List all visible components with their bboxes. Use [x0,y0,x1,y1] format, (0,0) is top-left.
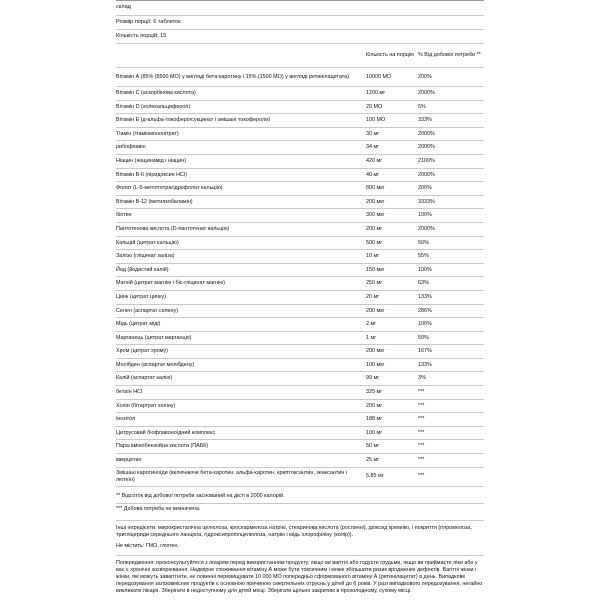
nutrient-amount: 800 мкг [366,185,385,192]
nutrient-name: Фолат (L-5-метілтетрагідрофолат кальцію) [116,185,223,192]
nutrient-dv: 133% [418,293,432,300]
table-row [116,318,484,332]
nutrient-name: Вітамін В-12 (метилкобаламін) [116,198,193,205]
table-row [116,155,484,169]
table-row [116,427,484,441]
table-row [116,359,484,373]
nutrient-dv: 100% [418,266,432,273]
nutrient-amount: 2 мг [366,321,377,328]
serving-size: Розмір порції: 6 таблеток [116,19,181,25]
nutrient-name: Вітамін В-6 (піридоксин HCl) [116,171,187,178]
top-divider [116,0,484,1]
nutrient-dv: 286% [418,307,432,314]
nutrient-dv: *** [418,389,425,396]
table-row [116,372,484,386]
nutrient-amount: 325 мг [366,389,383,396]
nutrient-dv: *** [418,443,425,450]
table-row [116,169,484,183]
nutrient-dv: *** [418,457,425,464]
nutrient-amount: 300 мкг [366,212,385,219]
table-row [116,87,484,101]
footnotes [116,491,484,516]
nutrient-dv: 200% [418,73,432,80]
nutrient-amount: 10000 МО [366,73,392,80]
nutrient-name: Тіамін (тіамінмононітрат) [116,130,179,137]
nutrient-dv: 3% [418,375,426,382]
nutrient-amount: 25 мг [366,457,380,464]
nutrient-amount: 34 мг [366,144,380,151]
nutrient-dv: 3333% [418,198,435,205]
nutrient-amount: 200 мг [366,402,383,409]
nutrient-dv: 167% [418,348,432,355]
table-row [116,345,484,359]
nutrient-amount: 200 мкг [366,348,385,355]
nutrient-amount: 100 мг [366,429,383,436]
nutrient-amount: 150 мкг [366,266,385,273]
other-ingredients: Інші інгредієнти: мікрокристалічна целюлоза, кроскармелоза натрію, стеаринова кислота (рослинні), діоксид кремнію, і покриття (гіпромелоза, тригліцериди середнього ланцюга, гідроксипропілцелюлоза, натрію і мідь хлорофіліну (колір)). [116,524,472,538]
divider [116,29,484,30]
nutrient-name: Мідь (цитрат міді) [116,321,161,328]
table-row [116,237,484,251]
nutrient-amount: 50 мг [366,443,380,450]
nutrient-name: Молібден (аспартат молібдену) [116,361,195,368]
free-from: Не містить: ГМО, глютен. [116,543,180,550]
nutrient-name: Вітамін С (аскорбінова кислота) [116,90,196,96]
nutrient-name: Марганець (цитрат марганцю) [116,334,192,341]
table-row [116,413,484,427]
nutrient-dv: 2000% [418,144,435,151]
servings-per-container: Кількість порцій: 15 [116,33,167,39]
supplement-facts-sheet [116,0,484,595]
table-row [116,386,484,400]
nutrition-table [116,44,484,487]
nutrient-dv: 200% [418,185,432,192]
nutrient-name: Вітамін D (холекальциферол) [116,103,191,110]
nutrient-amount: 420 мг [366,157,383,164]
nutrient-name: Вітамін Е (д-альфа-токоферілсукцинат і змішані токофероли) [116,117,271,124]
nutrient-amount: 5,85 мг [366,473,384,480]
nutrient-dv: 2000% [418,171,435,178]
nutrient-amount: 20 мг [366,293,380,300]
nutrient-dv: 50% [418,239,429,246]
nutrient-name: Ніацин (ніацинамід і ніацин) [116,157,186,164]
nutrient-name: Змішані каротиноїди (включаючи бета-каротин, альфа-каротин, криптоксантин, зеаксантин і лютеїн) [116,470,348,483]
footnote-not-established: *** Добова потреба не визначена. [116,506,201,513]
table-row [116,332,484,346]
nutrient-amount: 200 мкг [366,198,385,205]
table-row [116,209,484,223]
nutrient-dv: 50% [418,334,429,341]
footnote-dv: ** Відсоток від добової потреби заснований на дієті в 2000 калорій. [116,493,285,500]
table-header [116,44,484,68]
nutrient-name: Вітамін А (85% (8500 МО) у вигляді бета-каротину і 15% (1500 МО) у вигляді ретинілацетата) [116,73,349,80]
section-title: склад [116,4,131,10]
nutrient-dv: 133% [418,361,432,368]
nutrient-dv: *** [418,429,425,436]
nutrient-dv: *** [418,402,425,409]
nutrient-amount: 40 мг [366,171,380,178]
nutrient-amount: 30 мг [366,130,380,137]
nutrient-name: Цитрусовий біофлавоноїдний комплекс [116,429,216,436]
nutrient-dv: 2000% [418,130,435,137]
table-row [116,305,484,319]
nutrient-name: біотин [116,212,132,219]
table-row [116,141,484,155]
nutrient-amount: 1 мг [366,334,377,341]
nutrient-name: Холін (бітартрат холіну) [116,402,176,409]
nutrient-dv: 333% [418,117,432,124]
nutrient-name: кверцетин [116,457,142,464]
nutrient-amount: 500 мг [366,239,383,246]
nutrient-amount: 250 мг [366,280,383,287]
nutrient-dv: 2000% [418,90,435,96]
nutrient-dv: *** [418,473,425,480]
divider [116,15,484,16]
nutrient-amount: 100 МО [366,117,386,124]
nutrient-name: Цинк (цитрат цинку) [116,293,167,300]
nutrient-dv: 100% [418,321,432,328]
nutrient-name: Калій (аспартат калію) [116,375,173,382]
table-row [116,101,484,115]
table-row [116,277,484,291]
nutrient-amount: 200 мг [366,225,383,232]
table-row [116,454,484,468]
table-row [116,264,484,278]
nutrient-amount: 100 мкг [366,361,385,368]
nutrient-dv: 100% [418,212,432,219]
table-row [116,128,484,142]
divider [116,520,484,521]
warning-text: Попередження: проконсультуйтеся з лікарем перед використанням продукту, якщо ви вагітні або годуєте грудьми, якщо ви приймаєте ліки або у вас є хронічні захворювання. Надмірне споживання вітаміну А може бути токсичним і може збільшити ризик вроджених дефектів. Вагітні жінки і жінки, які можуть завагітніти, не повинні перевищувати 10 000 МО попередньо сформованого вітаміну А (ретинілацетат) в день. Випадкове передозування залізовмісних продуктів є основною причиною смертельних отруєнь у дітей до 6 років. У разі випадкового передозування, негайно викликати лікаря. Зберігати в недоступному для дітей місці. Зберігати щільно закритим в прохолодному, сухому місці. [116,560,483,594]
table-row [116,68,484,87]
amount-column-header: Кількість на порцію [366,52,415,59]
nutrient-dv: 2000% [418,225,435,232]
nutrient-name: Пара-амінобензойна кислота (ПАБК) [116,443,209,450]
table-row [116,250,484,264]
dv-column-header: % Від добової потреби ** [418,52,481,59]
nutrient-amount: 200 мкг [366,307,385,314]
table-row [116,196,484,210]
nutrient-amount: 1200 мг [366,90,386,96]
table-row [116,291,484,305]
nutrient-name: Кальцій (цитрат кальцію) [116,239,179,246]
nutrient-dv: *** [418,416,425,423]
nutrient-name: Селен (аспартат селену) [116,307,178,314]
nutrient-name: Пантотенова кислота (D-пантотенат кальцію) [116,225,230,232]
nutrient-name: Залізо (гліцинат заліза) [116,253,175,260]
divider [116,555,484,556]
table-row [116,182,484,196]
nutrient-name: рибофлавін [116,144,146,151]
nutrient-amount: 10 мг [366,253,380,260]
nutrient-amount: 188 мг [366,416,383,423]
table-row [116,400,484,414]
nutrient-dv: 5% [418,103,426,110]
nutrient-amount: 99 мг [366,375,380,382]
nutrient-dv: 55% [418,253,429,260]
nutrient-dv: 2100% [418,157,435,164]
table-row [116,223,484,237]
nutrient-name: Магній (цитрат магнію і біс-гліцинат магнію) [116,280,226,287]
nutrient-dv: 63% [418,280,429,287]
nutrient-name: бетаїн HCl [116,389,143,396]
table-row [116,468,484,487]
nutrient-name: інозітол [116,416,136,423]
table-row [116,114,484,128]
table-row [116,440,484,454]
nutrient-name: Хром (цитрат хрому) [116,348,168,355]
nutrient-name: Йод (йодистий калій) [116,266,169,273]
nutrient-amount: 20 МО [366,103,383,110]
